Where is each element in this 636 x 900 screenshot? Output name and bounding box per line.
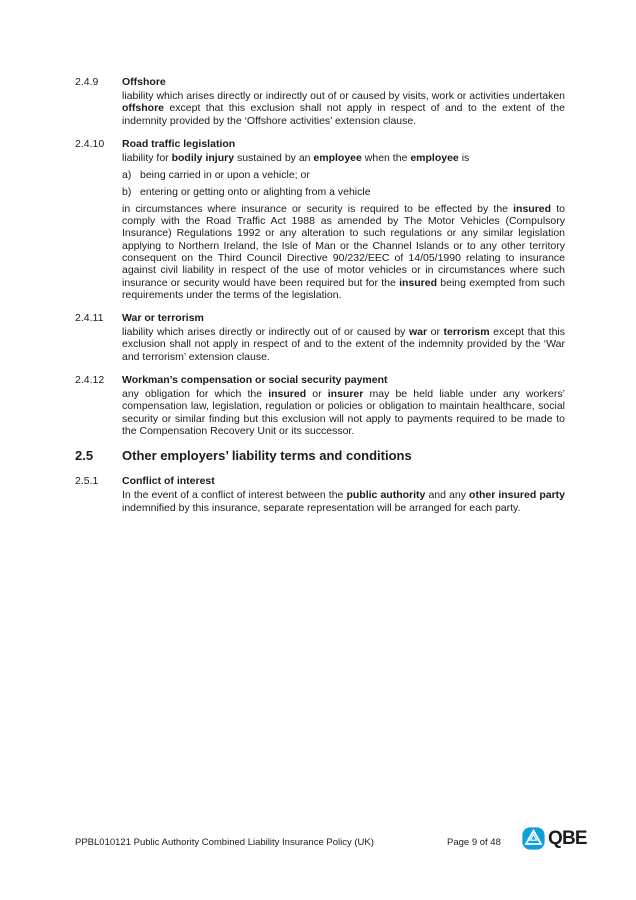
clause-2-4-11 (75, 312, 565, 363)
clause-2-4-10 (75, 138, 565, 301)
list-item-text: being carried in or upon a vehicle; or (140, 169, 310, 182)
clause-2-4-12 (75, 374, 565, 437)
clause-paragraph: In the event of a conflict of interest between the public authority and any other insured party indemnified by this insurance, separate representation will be arranged for each party. (122, 489, 566, 514)
clause-title: War or terrorism (122, 312, 204, 325)
clause-number: 2.4.9 (75, 76, 99, 88)
list-item-a (122, 169, 565, 181)
clause-number: 2.4.12 (75, 374, 105, 387)
clause-paragraph: liability which arises directly or indirectly out of or caused by visits, work or activities undertaken offshore except that this exclusion shall not apply in respect of and to the extent of the indemnity provided by the ‘Offshore activities’ extension clause. (122, 90, 565, 127)
footer-page-number: Page 9 of 48 (447, 837, 501, 848)
qbe-logo (522, 827, 587, 850)
clause-number: 2.4.10 (75, 137, 105, 150)
section-number: 2.5 (75, 448, 94, 464)
clause-paragraph: liability which arises directly or indirectly out of or caused by war or terrorism except that this exclusion shall not apply in respect of and to the extent of the indemnity provided by the ‘War and terrorism’ extension clause. (122, 326, 566, 363)
clause-number: 2.5.1 (75, 475, 99, 488)
footer-doc-ref: PPBL010121 Public Authority Combined Liability Insurance Policy (UK) (75, 837, 374, 848)
policy-content (75, 76, 565, 525)
clause-title: Offshore (122, 76, 166, 88)
qbe-logo-icon (522, 827, 545, 850)
list-item-b (122, 186, 565, 198)
clause-2-4-9 (75, 76, 565, 127)
clause-2-5-1 (75, 475, 565, 514)
section-title: Other employers’ liability terms and conditions (122, 448, 412, 464)
clause-paragraph: in circumstances where insurance or security is required to be effected by the insured to comply with the Road Traffic Act 1988 as amended by The Motor Vehicles (Compulsory Insurance) Regulations 1992 or any alteration to such regulations or any similar legislation applying to Northern Ireland, the Isle of Man or the Channel Islands or to any other territory consequent on the Third Council Directive 90/232/EEC of 14/05/1990 relating to insurance against civil liability in respect of the use of motor vehicles or in circumstances where such insurance or security would have been required but for the insured being exempted from such requirements under the terms of the legislation. (122, 202, 565, 301)
clause-title: Workman’s compensation or social security payment (122, 374, 388, 387)
list-marker: a) (122, 169, 132, 182)
list-item-text: entering or getting onto or alighting from a vehicle (140, 186, 371, 199)
section-heading-2-5 (75, 448, 565, 463)
clause-paragraph: any obligation for which the insured or insurer may be held liable under any workers’ compensation law, legislation, regulation or policies or obligation to maintain healthcare, social security or similar finding but this exclusion will not apply to payments required to be made to the Compensation Recovery Unit or its successor. (122, 388, 565, 437)
list-marker: b) (122, 186, 132, 199)
qbe-logo-text: QBE (548, 828, 587, 849)
clause-title: Road traffic legislation (122, 137, 236, 150)
clause-title: Conflict of interest (122, 475, 215, 488)
clause-number: 2.4.11 (75, 312, 104, 325)
clause-intro-paragraph: liability for bodily injury sustained by an employee when the employee is (122, 151, 470, 164)
